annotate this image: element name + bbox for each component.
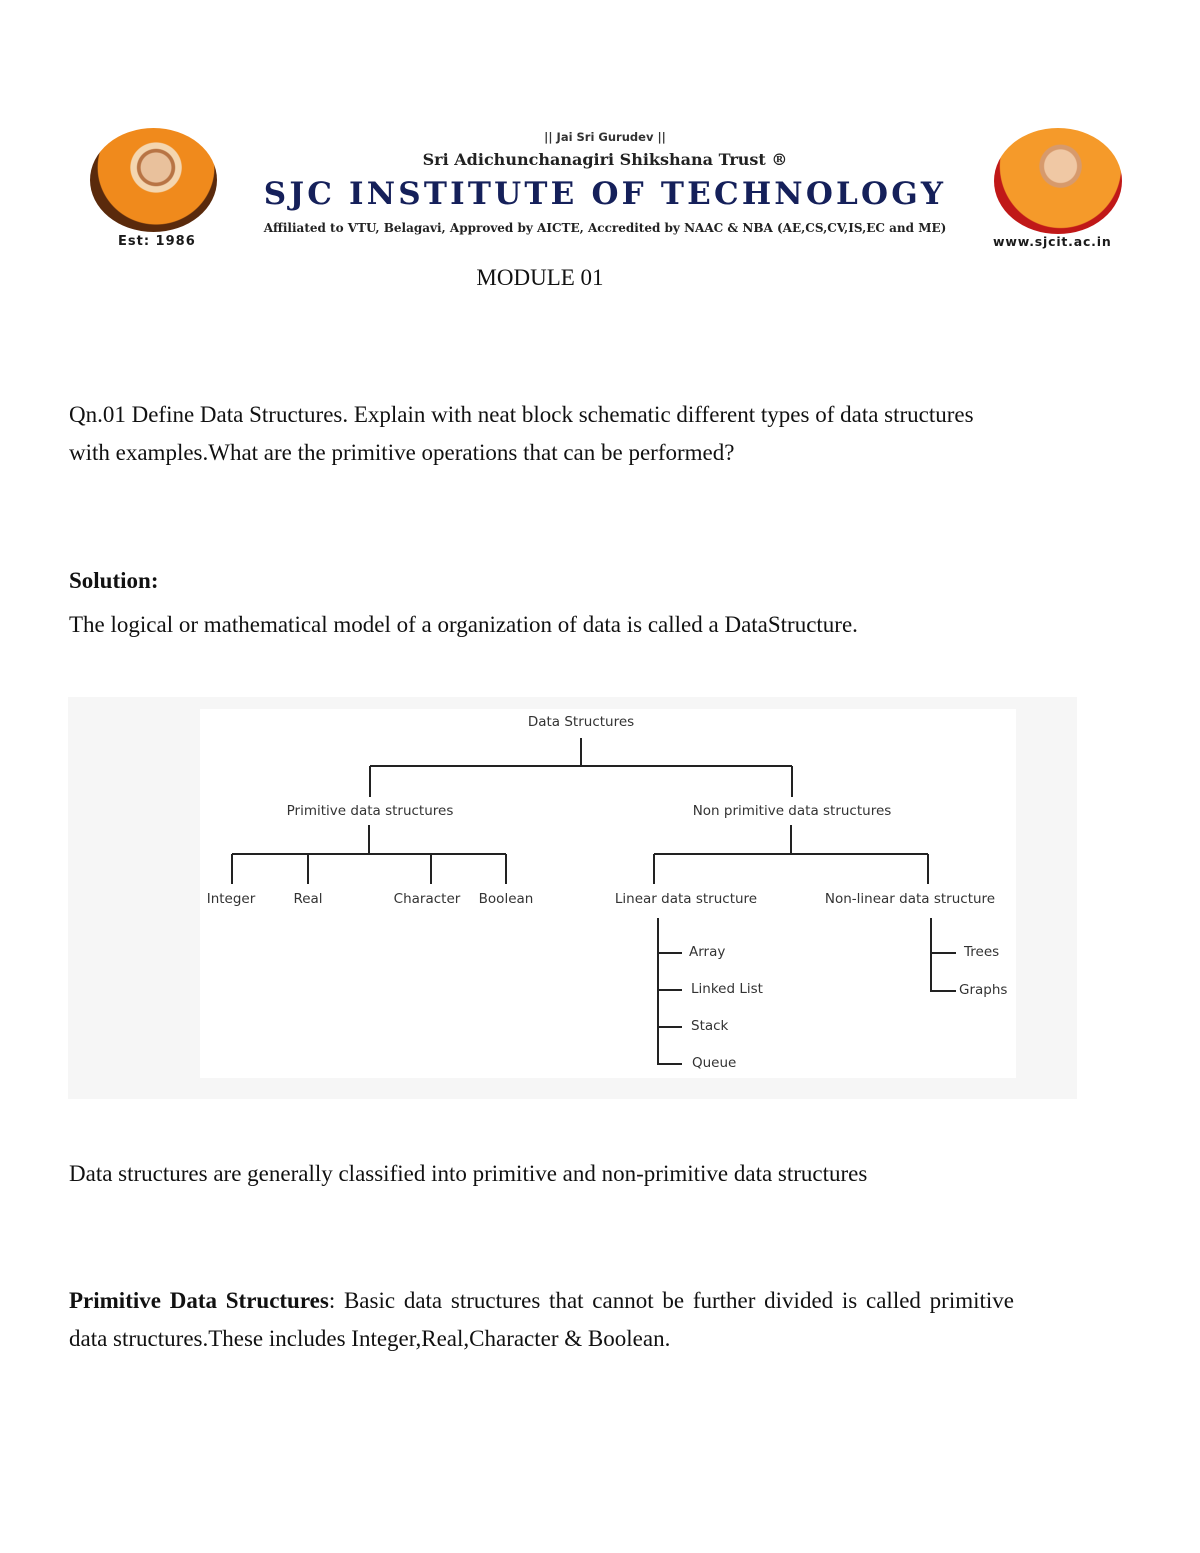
- node-array: Array: [689, 944, 726, 960]
- node-boolean: Boolean: [478, 891, 534, 907]
- primitive-description: : Basic data structures that cannot be further divided is called primitive data structures.These includes Integer,Real,Character & Boolean.: [69, 1288, 1014, 1351]
- definition-text: The logical or mathematical model of a organization of data is called a DataStructure.: [69, 612, 858, 637]
- node-queue: Queue: [692, 1055, 737, 1071]
- established-year: Est: 1986: [118, 234, 196, 249]
- question-text: Qn.01 Define Data Structures. Explain with neat block schematic different types of data structures with examples.What are the primitive operations that can be performed?: [69, 402, 974, 465]
- node-non-primitive: Non primitive data structures: [692, 803, 892, 819]
- node-data-structures: Data Structures: [527, 714, 635, 730]
- module-title: MODULE 01: [476, 265, 604, 290]
- letterhead-trust: Sri Adichunchanagiri Shikshana Trust ®: [422, 150, 788, 169]
- node-stack: Stack: [691, 1018, 729, 1034]
- classification-text: Data structures are generally classified into primitive and non-primitive data structures: [69, 1161, 868, 1186]
- node-non-linear: Non-linear data structure: [824, 891, 996, 907]
- node-real: Real: [293, 891, 323, 907]
- website-link[interactable]: www.sjcit.ac.in: [993, 234, 1112, 249]
- node-character: Character: [393, 891, 461, 907]
- node-trees: Trees: [964, 944, 1000, 960]
- node-primitive: Primitive data structures: [286, 803, 454, 819]
- node-integer: Integer: [206, 891, 256, 907]
- primitive-definition: [69, 1282, 1014, 1358]
- affiliation-line: Affiliated to VTU, Belagavi, Approved by AICTE, Accredited by NAAC & NBA (AE,CS,CV,IS,EC and ME): [263, 221, 947, 235]
- node-linear: Linear data structure: [614, 891, 758, 907]
- institute-name: SJC INSTITUTE OF TECHNOLOGY: [263, 176, 947, 212]
- letterhead-mantra: || Jai Sri Gurudev ||: [544, 130, 666, 144]
- data-structures-diagram: [200, 709, 1016, 1078]
- primitive-term: Primitive Data Structures: [69, 1288, 329, 1313]
- node-linked-list: Linked List: [691, 981, 763, 997]
- solution-heading: Solution:: [69, 568, 159, 593]
- node-graphs: Graphs: [959, 982, 1008, 998]
